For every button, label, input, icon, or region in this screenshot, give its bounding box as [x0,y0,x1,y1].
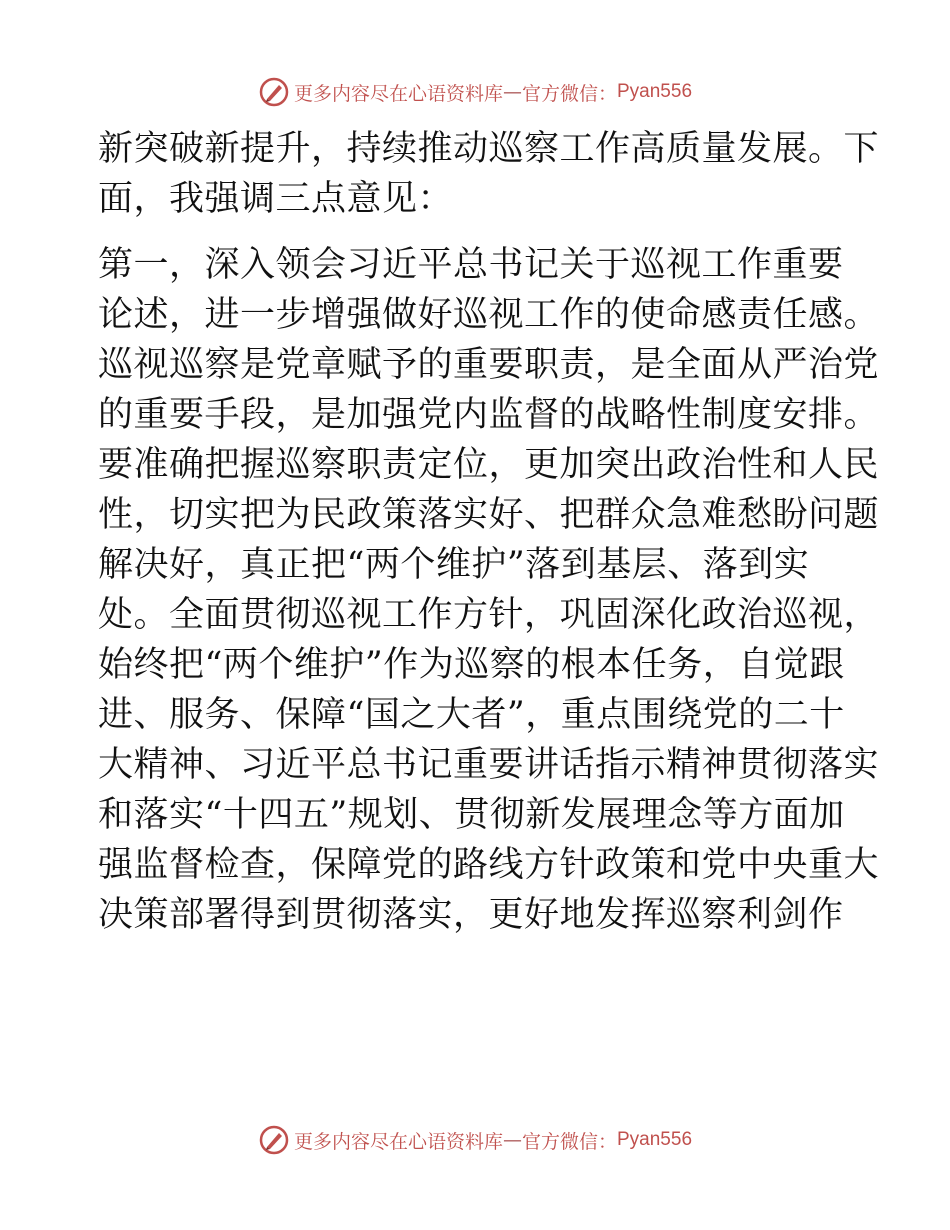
pen-logo-icon [258,76,290,108]
text-line: 论述，进一步增强做好巡视工作的使命感责任感。 [98,295,880,335]
text-line: 要准确把握巡察职责定位，更加突出政治性和人民 [98,445,880,485]
watermark-wechat-label: 官方微信： [521,1130,617,1153]
watermark-separator: — [502,1129,522,1151]
text-line: 巡视巡察是党章赋予的重要职责，是全面从严治党 [98,345,880,385]
watermark-handle: Pyan556 [617,1129,693,1150]
text-line: 的重要手段，是加强党内监督的战略性制度安排。 [98,395,880,435]
text-line: 决策部署得到贯彻落实，更好地发挥巡察利剑作 [98,895,844,935]
text-line: 解决好，真正把“两个维护”落到基层、落到实 [98,545,810,585]
text-line: 进、服务、保障“国之大者”，重点围绕党的二十 [98,695,845,735]
document-body [98,124,880,940]
pen-logo-icon [258,1124,290,1156]
paragraph-gap [98,224,858,240]
watermark-separator: — [502,81,522,103]
watermark-site-text: 更多内容尽在心语资料库 [293,1130,503,1153]
text-line: 新突破新提升，持续推动巡察工作高质量发展。下 [98,129,880,169]
text-line: 性，切实把为民政策落实好、把群众急难愁盼问题 [98,495,880,535]
watermark-handle: Pyan556 [617,81,693,102]
text-line: 第一，深入领会习近平总书记关于巡视工作重要 [98,245,844,285]
text-line: 强监督检查，保障党的路线方针政策和党中央重大 [98,845,880,885]
text-line: 和落实“十四五”规划、贯彻新发展理念等方面加 [98,795,845,835]
header-watermark [0,72,950,112]
text-line: 始终把“两个维护”作为巡察的根本任务，自觉跟 [98,645,845,685]
text-line: 大精神、习近平总书记重要讲话指示精神贯彻落实 [98,745,880,785]
footer-watermark [0,1120,950,1160]
watermark-wechat-label: 官方微信： [521,82,617,105]
text-line: 面，我强调三点意见： [98,179,454,219]
watermark-site-text: 更多内容尽在心语资料库 [293,82,503,105]
text-line: 处。全面贯彻巡视工作方针，巩固深化政治巡视， [98,595,880,635]
paragraph-intro [98,124,880,224]
paragraph-first-point [98,240,880,940]
